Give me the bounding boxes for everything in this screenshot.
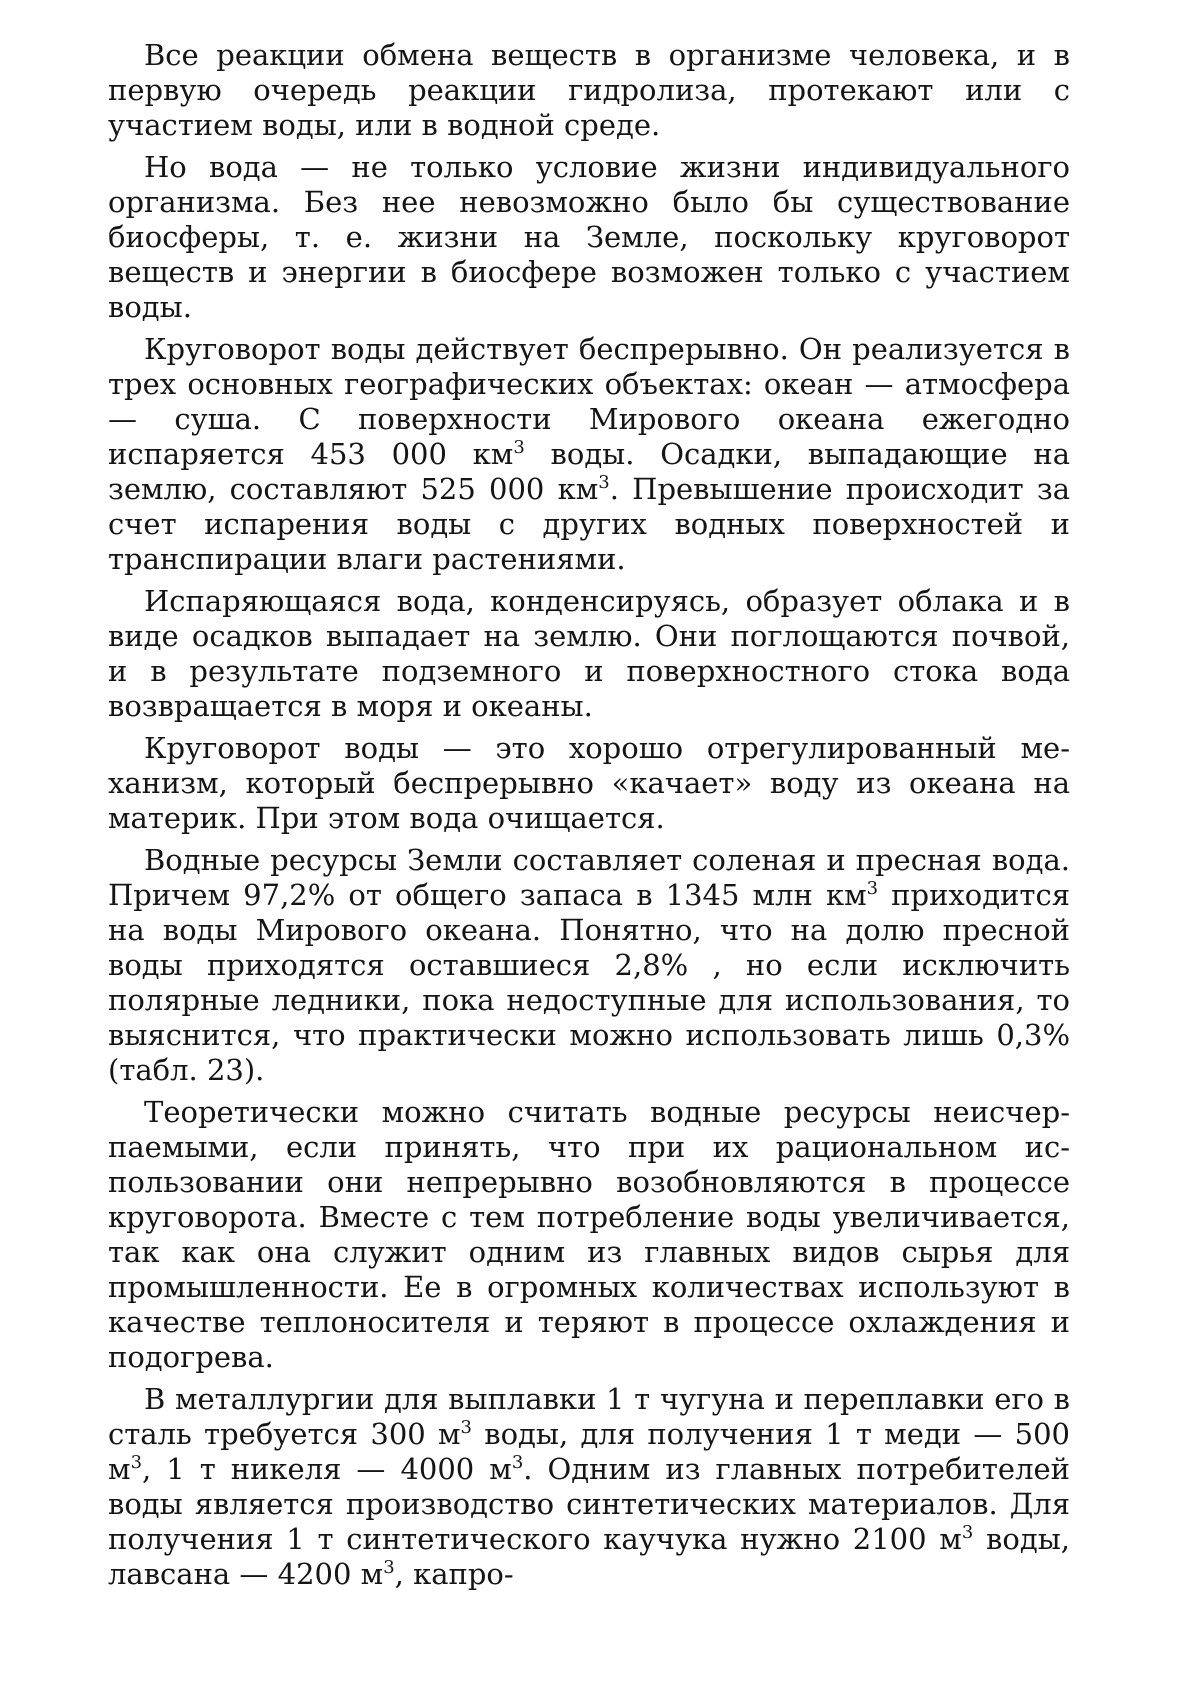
superscript: 3 xyxy=(130,1451,142,1473)
paragraph-2: Но вода — не только условие жизни индивидуального организма. Без нее невозможно было бы существование биосферы, т. е. жизни на Земле, поскольку круговорот веществ и энергии в биосфере возможен только с участием воды. xyxy=(108,150,1070,324)
paragraph-1: Все реакции обмена веществ в организме человека, и в первую очередь реакции гидролиза, протекают или с участием воды, или в водной среде. xyxy=(108,38,1070,142)
superscript: 3 xyxy=(513,436,525,458)
paragraph-4: Испаряющаяся вода, конденсируясь, образует облака и в виде осадков выпадает на землю. Они поглощаются почвой, и в результате подземного и поверхностного стока вода возвращается в моря и океаны. xyxy=(108,584,1070,723)
superscript: 3 xyxy=(460,1416,472,1438)
paragraph-8: В металлургии для выплавки 1 т чугуна и переплавки его в сталь требуется 300 $м^3$ воды, для получения 1 т меди — 500 $м^3$, 1 т никеля — 4000 $м^3$. Одним из главных потребителей воды является производство синтетических материалов. Для получения 1 т синтетического каучука нужно 2100 $м^3$ воды, лавсана — 4200 $м^3$, капро- xyxy=(108,1382,1070,1591)
paragraph-7: Теоретически можно считать водные ресурсы неисчерпаемыми, если принять, что при их рациональном использовании они непрерывно возобновляются в процессе круговорота. Вместе с тем потребление воды увеличивается, так как она служит одним из главных видов сырья для промышленности. Ее в огромных количествах используют в качестве теплоносителя и теряют в процессе охлаждения и подогрева. xyxy=(108,1095,1070,1374)
superscript: 3 xyxy=(598,471,610,493)
superscript: 3 xyxy=(961,1521,974,1543)
document-page xyxy=(108,38,1070,1599)
superscript: 3 xyxy=(383,1556,395,1578)
paragraph-5: Круговорот воды — это хорошо отрегулированный механизм, который беспрерывно «качает» воду из океана на материк. При этом вода очищается. xyxy=(108,731,1070,835)
paragraph-6: Водные ресурсы Земли составляет соленая и пресная вода. Причем 97,2% от общего запаса в 1345 млн $км^3$ приходится на воды Мирового океана. Понятно, что на долю пресной воды приходятся оставшиеся 2,8% , но если исключить полярные ледники, пока недоступные для использования, то выяснится, что практически можно использовать лишь 0,3% (табл. 23). xyxy=(108,843,1070,1087)
superscript: 3 xyxy=(511,1451,524,1473)
paragraph-3: Круговорот воды действует беспрерывно. Он реализуется в трех основных географических объектах: океан — атмосфера — суша. С поверхности Мирового океана ежегодно испаряется 453 000 $км^3$ воды. Осадки, выпадающие на землю, составляют 525 000 $км^3$. Превышение происходит за счет испарения воды с других водных поверхностей и транспирации влаги растениями. xyxy=(108,332,1071,576)
superscript: 3 xyxy=(866,877,879,899)
